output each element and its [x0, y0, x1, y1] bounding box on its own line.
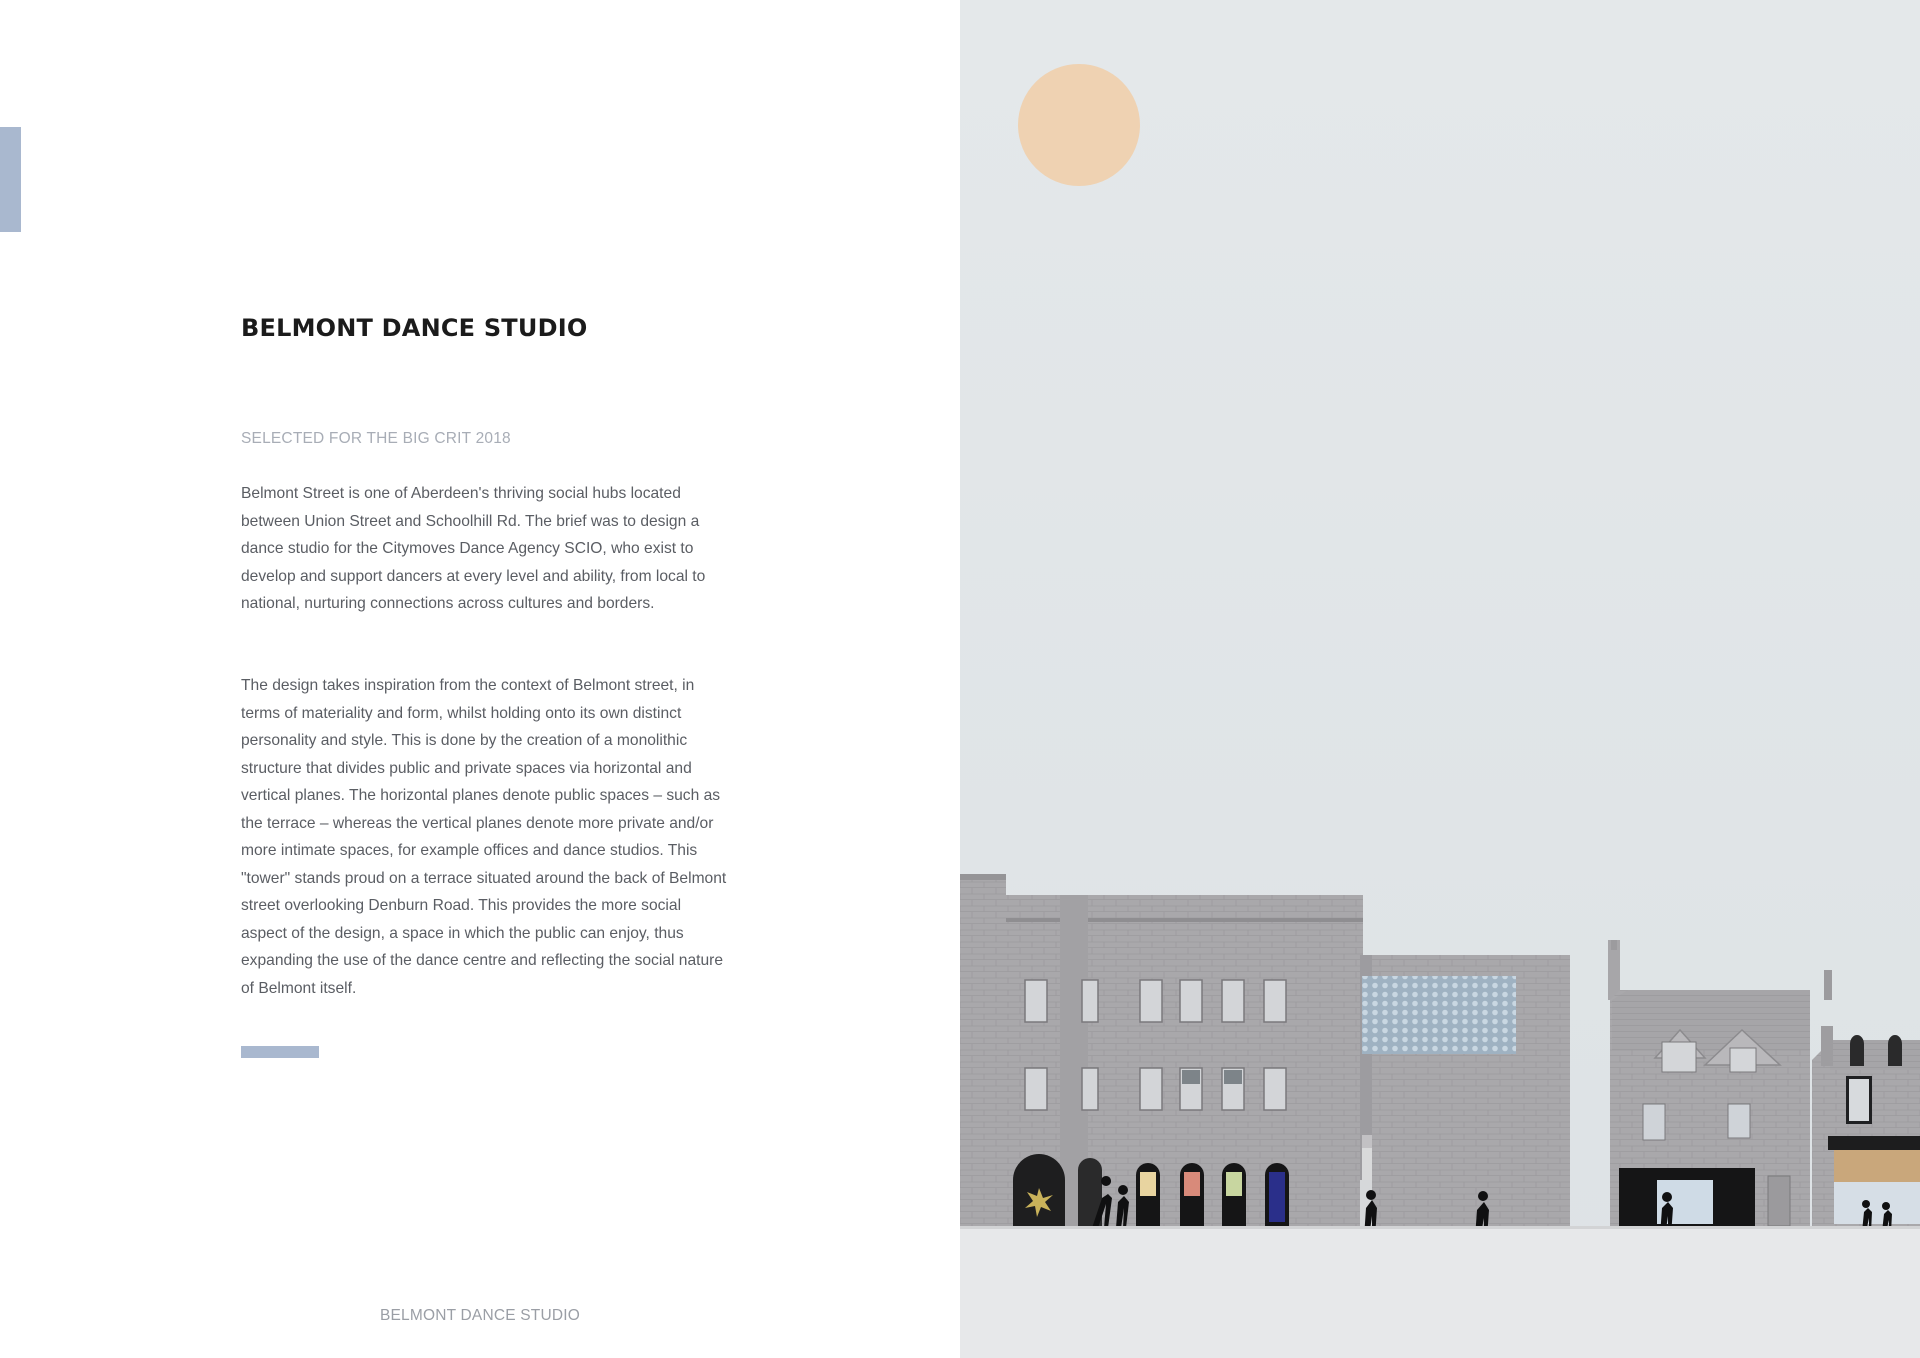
chimney: [1824, 970, 1832, 1000]
chimney: [1611, 940, 1617, 950]
elevation-illustration: [960, 0, 1920, 1358]
pavement: [960, 1226, 1920, 1358]
kerb-line: [960, 1226, 1920, 1229]
page-subtitle: SELECTED FOR THE BIG CRIT 2018: [241, 430, 511, 447]
terrace-building-left: [960, 874, 1363, 1226]
body-paragraph-1: Belmont Street is one of Aberdeen's thriving social hubs located between Union Street and Schoolhill Rd. The brief was to design a dance studio for the Citymoves Dance Agency SCIO, who exist to develop and support dancers at every level and ability, from local to national, nurturing connections across cultures and borders.: [241, 485, 706, 612]
page-footer: BELMONT DANCE STUDIO: [379, 1307, 581, 1324]
page-side-tab: [0, 127, 21, 232]
page-title: BELMONT DANCE STUDIO: [241, 314, 588, 342]
studio-block: [1360, 955, 1570, 1243]
body-paragraph-2: The design takes inspiration from the context of Belmont street, in terms of materiality and form, whilst holding onto its own distinct personality and style. This is done by the creation of a monolithic structure that divides public and private spaces via horizontal and vertical planes. The horizontal planes denote public spaces – such as the terrace – whereas the vertical planes denote more private and/or more intimate spaces, for example offices and dance studios. This "tower" stands proud on a terrace situated around the back of Belmont street overlooking Denburn Road. This provides the more social aspect of the design, a space in which the public can enjoy, thus expanding the use of the dance centre and reflecting the social nature of Belmont itself.: [241, 677, 727, 997]
accent-bar: [241, 1046, 319, 1058]
sun: [1018, 64, 1140, 186]
